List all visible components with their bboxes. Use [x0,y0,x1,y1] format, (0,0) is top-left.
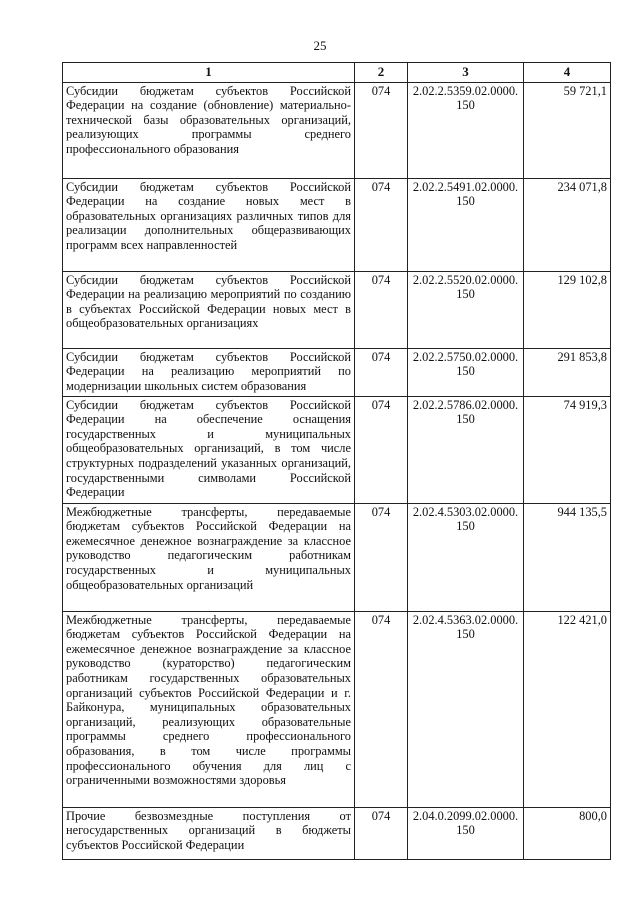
table-row [63,611,611,807]
table-row [63,503,611,611]
row-amount: 59 721,1 [524,82,611,178]
row-amount: 129 102,8 [524,271,611,348]
page-number: 25 [313,38,327,53]
row-description: Субсидии бюджетам субъектов Российской Федерации на создание новых мест в образовательных организациях различных типов для реализации дополнительных общеразвивающих программ всех направленностей [63,178,355,271]
table-row [63,807,611,859]
row-budget-code: 2.02.2.5520.02.0000. 150 [408,271,524,348]
row-amount: 122 421,0 [524,611,611,807]
row-budget-code: 2.02.4.5303.02.0000. 150 [408,503,524,611]
row-admin-code: 074 [355,271,408,348]
table-row [63,396,611,503]
budget-table [62,62,611,860]
column-header-1: 1 [63,63,355,83]
row-admin-code: 074 [355,503,408,611]
column-header-2: 2 [355,63,408,83]
row-admin-code: 074 [355,348,408,396]
row-budget-code: 2.04.0.2099.02.0000. 150 [408,807,524,859]
row-amount: 800,0 [524,807,611,859]
row-budget-code: 2.02.2.5359.02.0000. 150 [408,82,524,178]
column-header-4: 4 [524,63,611,83]
row-admin-code: 074 [355,611,408,807]
row-admin-code: 074 [355,396,408,503]
row-description: Межбюджетные трансферты, передаваемые бюджетам субъектов Российской Федерации на ежемесячное денежное вознаграждение за классное руководство (кураторство) педагогическим работникам государственных образовательных организаций субъектов Российской Федерации и г. Байконура, муниципальных образовательных организаций, реализующих образовательные программы среднего профессионального образования, в том числе программы профессионального обучения для лиц с ограниченными возможностями здоровья [63,611,355,807]
row-admin-code: 074 [355,82,408,178]
row-description: Субсидии бюджетам субъектов Российской Федерации на реализацию мероприятий по созданию в субъектах Российской Федерации новых мест в общеобразовательных организациях [63,271,355,348]
table-row [63,271,611,348]
row-admin-code: 074 [355,178,408,271]
column-header-3: 3 [408,63,524,83]
row-budget-code: 2.02.4.5363.02.0000. 150 [408,611,524,807]
row-amount: 74 919,3 [524,396,611,503]
table-row [63,348,611,396]
row-description: Субсидии бюджетам субъектов Российской Федерации на реализацию мероприятий по модернизации школьных систем образования [63,348,355,396]
row-amount: 944 135,5 [524,503,611,611]
table-row [63,82,611,178]
row-amount: 291 853,8 [524,348,611,396]
row-description: Прочие безвозмездные поступления от негосударственных организаций в бюджеты субъектов Российской Федерации [63,807,355,859]
row-budget-code: 2.02.2.5786.02.0000. 150 [408,396,524,503]
row-budget-code: 2.02.2.5750.02.0000. 150 [408,348,524,396]
row-description: Межбюджетные трансферты, передаваемые бюджетам субъектов Российской Федерации на ежемесячное денежное вознаграждение за классное руководство педагогическим работникам государственных и муниципальных общеобразовательных организаций [63,503,355,611]
row-budget-code: 2.02.2.5491.02.0000. 150 [408,178,524,271]
row-description: Субсидии бюджетам субъектов Российской Федерации на создание (обновление) материально-технической базы образовательных организаций, реализующих программы среднего профессионального образования [63,82,355,178]
row-admin-code: 074 [355,807,408,859]
row-description: Субсидии бюджетам субъектов Российской Федерации на обеспечение оснащения государственных и муниципальных общеобразовательных организаций, в том числе структурных подразделений указанных организаций, государственными символами Российской Федерации [63,396,355,503]
row-amount: 234 071,8 [524,178,611,271]
header-row [63,63,611,83]
table-row [63,178,611,271]
